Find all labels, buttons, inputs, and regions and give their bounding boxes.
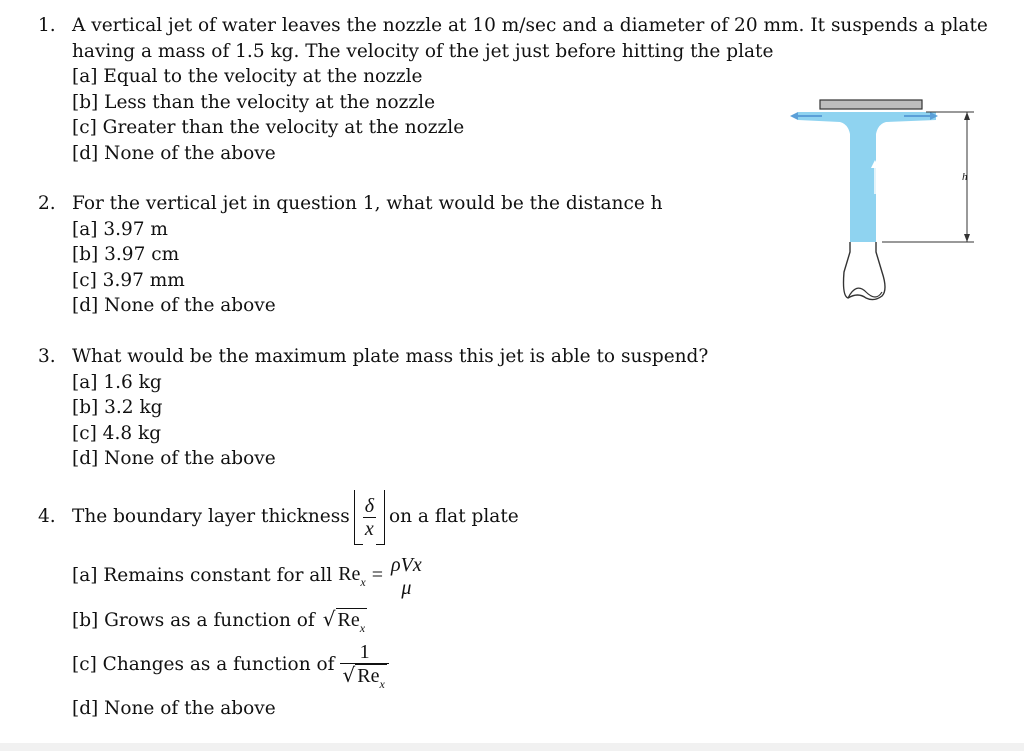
water-jet <box>798 112 936 242</box>
sqrt-reynolds <box>323 607 367 636</box>
dimension-arrow-bottom <box>964 234 970 242</box>
re-subscript: x <box>379 677 385 691</box>
question-text-after: on a flat plate <box>389 506 519 528</box>
radicand <box>336 608 368 635</box>
re-text: Re <box>357 665 380 687</box>
question-number: 3. <box>38 346 56 367</box>
option-a: [a] Equal to the velocity at the nozzle <box>72 66 423 87</box>
jet-plate-diagram <box>786 96 976 308</box>
option-d: [d] None of the above <box>72 295 276 316</box>
option-c: [c] Changes as a function of <box>72 654 335 676</box>
option-b: [b] Grows as a function of <box>72 610 315 632</box>
radicand <box>355 664 387 691</box>
re-subscript: x <box>360 575 366 590</box>
fraction-numerator: 1 <box>359 641 370 663</box>
re-text: Re <box>338 563 361 586</box>
option-d: [d] None of the above <box>72 142 276 164</box>
question-number: 2. <box>38 193 56 214</box>
option-a: [a] 3.97 m <box>72 218 168 240</box>
option-b: [b] 3.2 kg <box>72 397 163 418</box>
question-text-line-2: having a mass of 1.5 kg. The velocity of the jet just before hitting the plate <box>72 40 774 62</box>
question-text: For the vertical jet in question 1, what would be the distance h <box>72 193 663 214</box>
option-d: [d] None of the above <box>72 448 276 469</box>
radical-sign: √ <box>342 663 356 687</box>
option-a: [a] 1.6 kg <box>72 371 162 393</box>
reynolds-definition-fraction <box>389 554 424 599</box>
fraction-denominator: x <box>364 517 374 540</box>
dimension-arrow-top <box>964 112 970 120</box>
option-c: [c] 3.97 mm <box>72 269 185 291</box>
option-b: [b] 3.97 cm <box>72 244 180 265</box>
equals-sign: = <box>371 564 384 587</box>
option-b: [b] Less than the velocity at the nozzle <box>72 91 436 113</box>
radical-sign: √ <box>322 606 336 631</box>
sqrt-reynolds <box>342 664 386 689</box>
fraction-numerator: δ <box>364 494 374 517</box>
re-subscript: x <box>359 620 366 635</box>
question-number: 4. <box>38 506 56 527</box>
option-d: [d] None of the above <box>72 698 276 719</box>
option-a: [a] Remains constant for all <box>72 565 333 587</box>
option-c: [c] Greater than the velocity at the nozzle <box>72 117 465 138</box>
question-text: What would be the maximum plate mass this jet is able to suspend? <box>72 346 709 367</box>
inverse-sqrt-reynolds-fraction <box>340 641 388 689</box>
re-text: Re <box>337 608 360 631</box>
question-text: The boundary layer thickness <box>72 506 350 528</box>
question-text-line-1: A vertical jet of water leaves the nozzle at 10 m/sec and a diameter of 20 mm. It suspends a plate <box>72 15 988 36</box>
left-bracket <box>354 490 363 545</box>
right-bracket <box>376 490 385 545</box>
option-c: [c] 4.8 kg <box>72 422 162 444</box>
left-flow-arrowhead <box>790 112 798 120</box>
page-bottom-edge <box>0 743 1024 751</box>
fraction-denominator: μ <box>401 576 412 599</box>
reynolds-number <box>338 562 366 590</box>
delta-over-x-fraction <box>363 495 376 540</box>
h-label: h <box>962 171 968 183</box>
question-number: 1. <box>38 15 56 36</box>
fraction-numerator: ρVx <box>391 553 422 576</box>
fraction-denominator <box>340 664 388 689</box>
plate <box>820 100 922 109</box>
